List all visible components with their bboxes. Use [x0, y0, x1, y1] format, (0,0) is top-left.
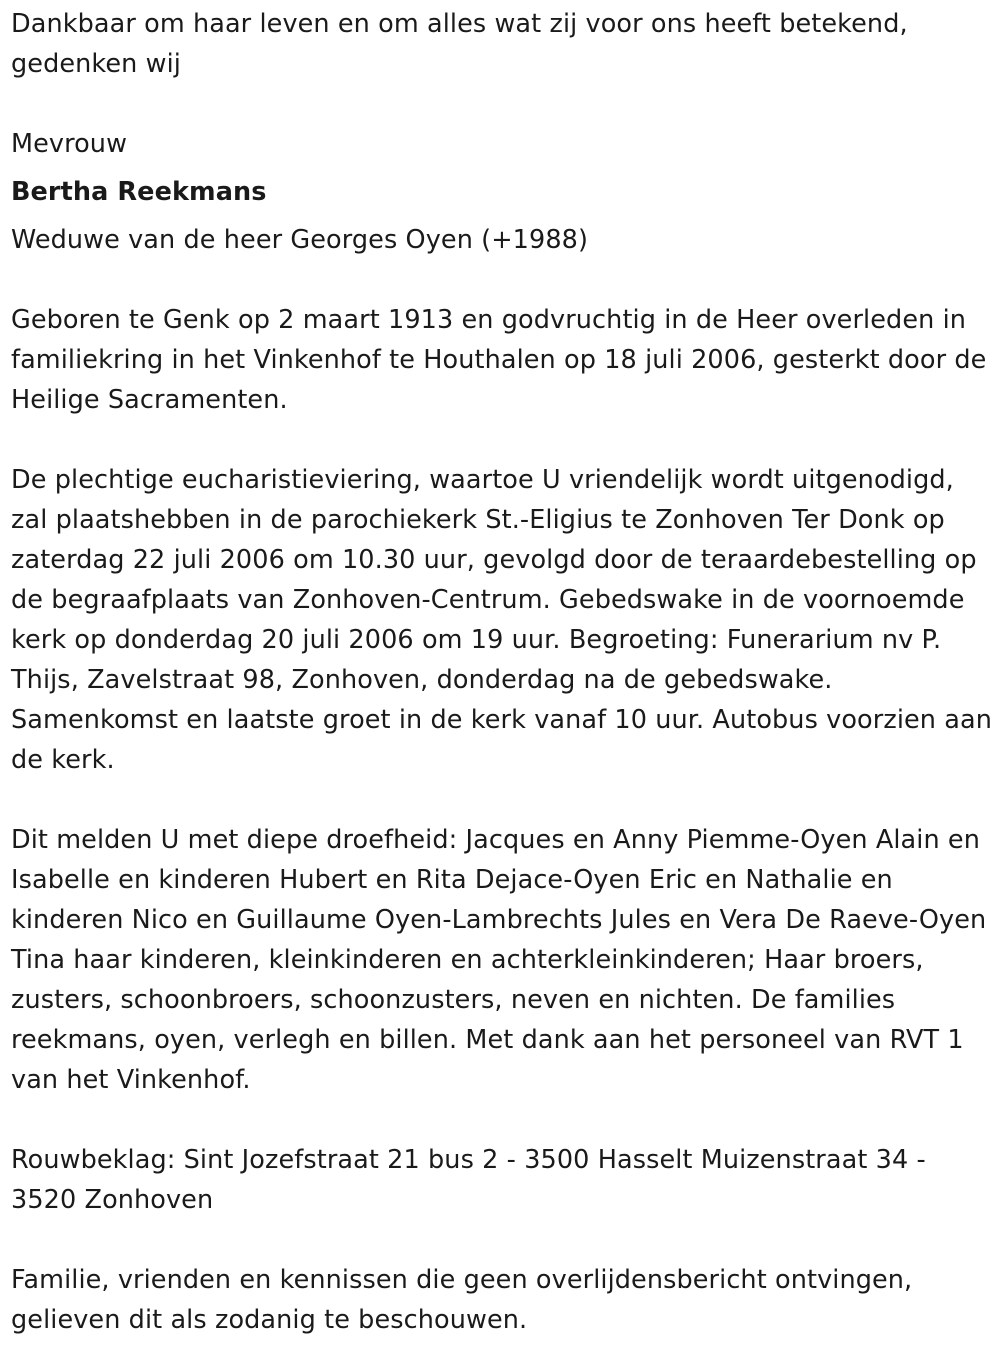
spacer: [11, 1100, 993, 1140]
announcement-paragraph: Dit melden U met diepe droefheid: Jacques en Anny Piemme-Oyen Alain en Isabelle en kinderen Hubert en Rita Dejace-Oyen Eric en Nathalie en kinderen Nico en Guillaume Oyen-Lambrechts Jules en Vera De Raeve-Oyen Tina haar kinderen, kleinkinderen en achterkleinkinderen; Haar broers, zusters, schoonbroers, schoonzusters, neven en nichten. De families reekmans, oyen, verlegh en billen. Met dank aan het personeel van RVT 1 van het Vinkenhof.: [11, 825, 987, 1095]
salutation-text: Mevrouw: [11, 129, 128, 159]
closing-paragraph: Familie, vrienden en kennissen die geen overlijdensbericht ontvingen, gelieven dit als zodanig te beschouwen.: [11, 1265, 913, 1335]
widow-of-text: Weduwe van de heer Georges Oyen (+1988): [11, 225, 589, 255]
birth-death-paragraph: Geboren te Genk op 2 maart 1913 en godvruchtig in de Heer overleden in familiekring in het Vinkenhof te Houthalen op 18 juli 2006, gesterkt door de Heilige Sacramenten.: [11, 305, 987, 415]
obituary-document: [11, 4, 993, 1340]
deceased-name: Bertha Reekmans: [11, 177, 267, 207]
intro-text: Dankbaar om haar leven en om alles wat zij voor ons heeft betekend, gedenken wij: [11, 9, 908, 79]
spacer: [11, 780, 993, 820]
spacer: [11, 260, 993, 300]
condolences-paragraph: Rouwbeklag: Sint Jozefstraat 21 bus 2 - 3500 Hasselt Muizenstraat 34 - 3520 Zonhoven: [11, 1145, 926, 1215]
spacer: [11, 420, 993, 460]
ceremony-paragraph: De plechtige eucharistieviering, waartoe U vriendelijk wordt uitgenodigd, zal plaatshebben in de parochiekerk St.-Eligius te Zonhoven Ter Donk op zaterdag 22 juli 2006 om 10.30 uur, gevolgd door de teraardebestelling op de begraafplaats van Zonhoven-Centrum. Gebedswake in de voornoemde kerk op donderdag 20 juli 2006 om 19 uur. Begroeting: Funerarium nv P. Thijs, Zavelstraat 98, Zonhoven, donderdag na de gebedswake. Samenkomst en laatste groet in de kerk vanaf 10 uur. Autobus voorzien aan de kerk.: [11, 465, 992, 775]
spacer: [11, 1220, 993, 1260]
spacer: [11, 84, 993, 124]
